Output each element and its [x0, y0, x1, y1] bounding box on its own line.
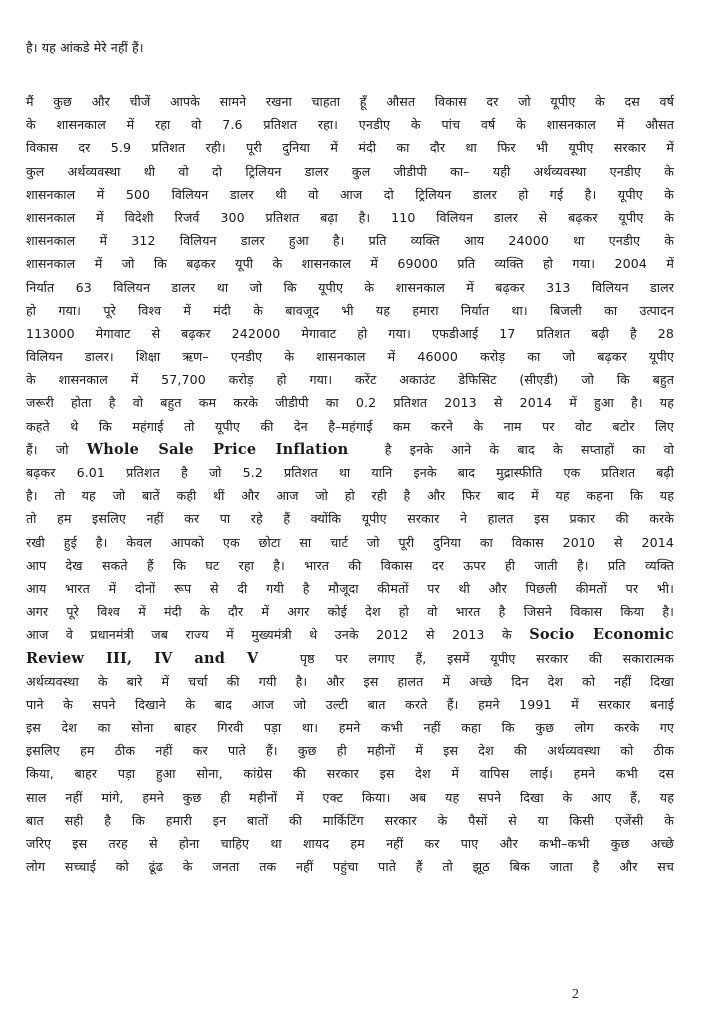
- text-line: [26, 623, 674, 646]
- text-line: शासनकाल में 312 विलियन डालर हुआ है। प्रति व्यक्ति आय 24000 था एनडीए के: [26, 233, 674, 249]
- text-segment: आज वे प्रधानमंत्री जब राज्य में मुख्यमंत्री थे उनके 2012 से 2013 के: [26, 627, 530, 643]
- text-line: शासनकाल में विदेशी रिजर्व 300 प्रतिशत बढ़ा है। 110 विलियन डालर से बढ़कर यूपीए के: [26, 209, 674, 225]
- text-line: [26, 647, 674, 670]
- text-line: हो गया। पूरे विश्व में मंदी के बावजूद भी यह हमारा निर्यात था। बिजली का उत्पादन: [26, 302, 674, 318]
- text-line: 113000 मेगावाट से बढ़कर 242000 मेगावाट हो गया। एफडीआई 17 प्रतिशत बढ़ी है 28: [26, 325, 674, 341]
- text-line: साल नहीं मांगे, हमने कुछ ही महीनों में एक्ट किया। अब यह सपने दिखा के आए हैं, यह: [26, 789, 674, 805]
- text-line: बढ़कर 6.01 प्रतिशत है जो 5.2 प्रतिशत था यानि इनके बाद मुद्रास्फीति एक प्रतिशत बढ़ी: [26, 465, 674, 480]
- intro-line: है। यह आंकडे मेरे नहीं हैं।: [26, 40, 144, 55]
- text-line: लोग सच्चाई को ढूंढ के जनता तक नहीं पहुंचा पाते हैं तो झूठ बिक जाता है और सच: [26, 859, 674, 875]
- text-line: जरिए इस तरह से होना चाहिए था शायद हम नहीं कर पाए और कभी–कभी कुछ अच्छे: [26, 836, 674, 851]
- body-paragraph: [26, 90, 674, 878]
- text-line: तो हम इसलिए नहीं कर पा रहे हैं क्योंकि यूपीए सरकार ने हालत इस प्रकार की करके: [26, 511, 674, 527]
- text-line: आप देख सकते हैं कि घट रहा है। भारत की विकास दर ऊपर ही जाती है। प्रति व्यक्ति: [26, 557, 674, 573]
- english-phrase: Whole Sale Price Inflation: [86, 440, 349, 458]
- english-phrase: Review III, IV and V: [26, 649, 259, 667]
- english-phrase: Socio Economic: [529, 626, 674, 644]
- text-line: विलियन डालर। शिक्षा ऋण– एनडीए के शासनकाल में 46000 करोड़ का जो बढ़कर यूपीए: [26, 349, 674, 365]
- text-line: कहते थे कि महंगाई तो यूपीए की देन है–महंगाई कम करने के नाम पर वोट बटोर लिए: [26, 418, 674, 434]
- text-line: रखी हुई है। केवल आपको एक छोटा सा चार्ट जो पूरी दुनिया का विकास 2010 से 2014: [26, 534, 674, 550]
- text-line: आय भारत में दोनों रूप से दी गयी है मौजूदा कीमतों पर थी और पिछली कीमतों पर भी।: [26, 580, 674, 596]
- text-segment: पृष्ठ पर लगाए हैं, इसमें यूपीए सरकार की सकारात्मक: [258, 650, 674, 666]
- page-number: 2: [572, 987, 579, 1002]
- text-line: निर्यात 63 विलियन डालर था जो कि यूपीए के शासनकाल में बढ़कर 313 विलियन डालर: [26, 279, 674, 295]
- text-line: मैं कुछ और चीजें आपके सामने रखना चाहता हूँ औसत विकास दर जो यूपीए के दस वर्ष: [26, 94, 674, 109]
- text-line: [26, 438, 674, 461]
- text-line: के शासनकाल में 57,700 करोड़ हो गया। करेंट अकाउंट डेफिसिट (सीएडी) जो कि बहुत: [26, 372, 674, 388]
- text-line: है। तो यह जो बातें कही थीं और आज जो हो रही है और फिर बाद में यह कहना कि यह: [26, 488, 674, 504]
- text-line: विकास दर 5.9 प्रतिशत रही। पूरी दुनिया में मंदी का दौर था फिर भी यूपीए सरकार में: [26, 140, 674, 156]
- text-line: अर्थव्यवस्था के बारे में चर्चा की गयी है। और इस हालत में अच्छे दिन देश को नहीं दिखा: [26, 673, 674, 689]
- text-line: के शासनकाल में रहा वो 7.6 प्रतिशत रहा। एनडीए के पांच वर्ष के शासनकाल में औसत: [26, 117, 674, 133]
- text-line: बात सही है कि हमारी इन बातों की मार्किटिंग सरकार के पैसों से या किसी एजेंसी के: [26, 812, 674, 828]
- text-segment: है इनके आने के बाद के सप्ताहों का वो: [348, 441, 674, 457]
- text-line: अगर पूरे विश्व में मंदी के दौर में अगर कोई देश हो वो भारत है जिसने विकास किया है।: [26, 604, 674, 620]
- text-line: इसलिए हम ठीक नहीं कर पाते हैं। कुछ ही महीनों में इस देश की अर्थव्यवस्था को ठीक: [26, 743, 674, 759]
- text-line: पाने के सपने दिखाने के बाद आज जो उल्टी बात करते हैं। हमने 1991 में सरकार बनाई: [26, 696, 674, 712]
- text-line: जरूरी होता है वो बहुत कम करके जीडीपी का 0.2 प्रतिशत 2013 से 2014 में हुआ है। यह: [26, 395, 674, 411]
- text-line: कुल अर्थव्यवस्था थी वो दो ट्रिलियन डालर कुल जीडीपी का– यही अर्थव्यवस्था एनडीए के: [26, 163, 674, 179]
- text-line: शासनकाल में 500 विलियन डालर थी वो आज दो ट्रिलियन डालर हो गई है। यूपीए के: [26, 186, 674, 202]
- intro-line-container: [26, 36, 674, 59]
- text-line: शासनकाल में जो कि बढ़कर यूपी के शासनकाल में 69000 प्रति व्यक्ति हो गया। 2004 में: [26, 256, 674, 272]
- text-line: किया, बाहर पड़ा हुआ सोना, कांग्रेस की सरकार इस देश में वापिस लाई। हमने कभी दस: [26, 766, 674, 782]
- text-line: इस देश का सोना बाहर गिरवी पड़ा था। हमने कभी नहीं कहा कि कुछ लोग करके गए: [26, 720, 674, 736]
- text-segment: हैं। जो: [26, 441, 87, 457]
